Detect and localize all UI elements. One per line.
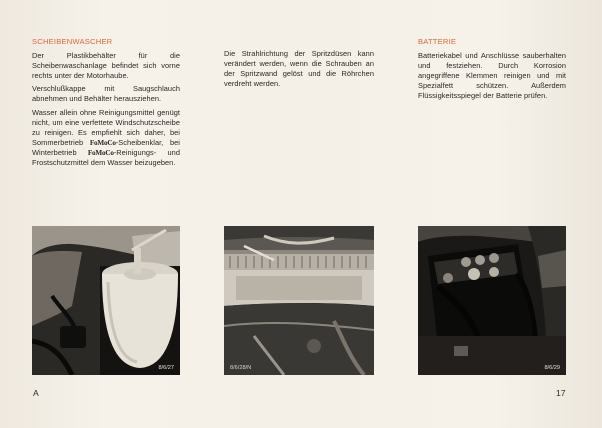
windshield-nozzle-illustration xyxy=(224,226,374,375)
brand-logo-text: FoMoCo xyxy=(89,138,116,147)
nozzle-paragraph: Die Strahlrichtung der Spritzdüsen kann verändert werden, wenn die Schrauben an der Spritzwand gelöst und die Röhrchen verdreht werden. xyxy=(224,49,374,89)
brand-logo-text: FoMoCo xyxy=(87,148,114,157)
battery-heading: BATTERIE xyxy=(418,37,457,46)
battery-illustration xyxy=(418,226,566,375)
figure-number-29: 8/6/29 xyxy=(544,365,560,371)
figure-number-27: 8/6/27 xyxy=(158,365,174,371)
battery-photo xyxy=(418,226,566,375)
washer-paragraph-3 xyxy=(32,108,180,169)
washer-paragraph-3-part-b: -Scheibenklar, bei Winterbetrieb xyxy=(32,137,181,157)
washer-heading: SCHEIBENWASCHER xyxy=(32,37,113,46)
battery-section xyxy=(418,37,566,105)
figure-number-28: 8/6/28/N xyxy=(230,365,252,371)
washer-reservoir-illustration xyxy=(32,226,180,375)
washer-paragraph-2: Verschlußkappe mit Saugschlauch abnehmen und Behälter herausziehen. xyxy=(32,84,180,104)
washer-paragraph-1: Der Plastikbehälter für die Scheibenwaschanlage befindet sich vorne rechts unter der Motorhaube. xyxy=(32,51,180,81)
washer-section xyxy=(32,37,180,171)
page-number-right: 17 xyxy=(556,388,566,398)
washer-reservoir-photo xyxy=(32,226,180,375)
nozzle-section xyxy=(224,49,374,92)
washer-paragraph-3-part-c: -Reinigungs- und Frostschutzmittel dem Wasser beizugeben. xyxy=(32,147,180,168)
battery-paragraph: Batteriekabel und Anschlüsse sauberhalten und festziehen. Durch Korrosion angegriffene Klemmen reinigen und mit Spezialfett schützen. Außerdem Flüssigkeitsspiegel der Batterie prüfen. xyxy=(418,51,566,101)
windshield-nozzle-photo xyxy=(224,226,374,375)
washer-paragraph-3-part-a: Wasser allein ohne Reinigungsmittel genügt nicht, um eine verfettete Windschutzscheibe zu reinigen. Es empfiehlt sich daher, bei Sommerbetrieb xyxy=(32,107,180,147)
page-number-left: A xyxy=(33,388,39,398)
